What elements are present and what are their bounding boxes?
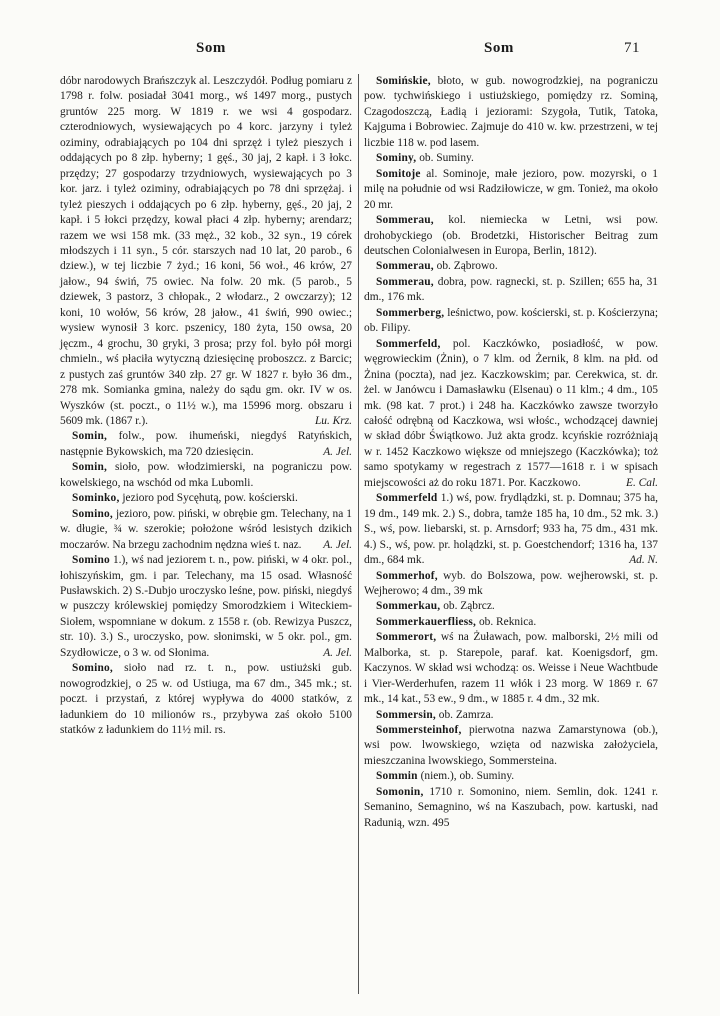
dictionary-entry [364,785,658,831]
entry-author-signature: A. Jel. [323,445,352,458]
entry-headword: Sominko, [72,492,120,505]
dictionary-entry [364,74,658,151]
entry-text: ob. Reknica. [478,615,537,628]
column-divider [358,74,359,994]
dictionary-entry [364,723,658,769]
entry-headword: Somin, [72,461,108,474]
dictionary-entry [364,306,658,337]
dictionary-entry [60,553,352,661]
entry-text: sioło nad rz. t. n., pow. ustiużski gub. nowogrodzkiej, o 25 w. od Ustiuga, ma 67 dm., 345 mk.; st. poczt. i przystań, z której wypływa do 4000 statków, z ładunkiem do 10 milionów rs., przybywa zaś około 5100 statków z ładunkiem do 11½ mil. rs. [60,662,352,737]
dictionary-entry [364,259,658,274]
dictionary-entry [364,337,658,492]
entry-headword: Sommerau, [376,260,434,273]
entry-headword: Somińskie, [376,75,431,87]
entry-text: al. Sominoje, małe jezioro, pow. mozyrski, o 1 milę na południe od wsi Radziłowicze, w gm. Tonież, ma około 20 mr. [364,167,658,211]
entry-headword: Somin, [72,430,108,443]
entry-author-signature: A. Jel. [323,646,352,659]
dictionary-entry [364,769,658,784]
dictionary-entry [364,213,658,259]
entry-text: kol. niemiecka w Letni, wsi pow. drohobyckiego (ob. Brodetzki, Historischer Beitrag zum deutschen Colonialwesen in Europa, Berlin, 1812). [364,214,658,257]
entry-headword: Sommerhof, [376,569,438,582]
dictionary-entry [364,275,658,306]
entry-headword: Somitoje [376,167,421,180]
entry-text: ob. Ząbrowo. [436,260,498,273]
entry-text: wś na Żuławach, pow. malborski, 2½ mili od Malborka, st. p. Starepole, paraf. kat. Koenigsdorf, gm. Kaczynos. W skład wsi wchodzą: os. Weisse i Neue Wachtbude i Vier-Werderhufen, razem 11 włók i 23 morg. W 1869 r. 67 mk., 14 kat., 53 ew., 9 dm., w 1885 r. 4 dm., 32 mk. [364,631,658,706]
entry-headword: Sommersteinhof, [376,724,462,737]
entry-headword: Sommerau, [376,214,434,227]
entry-headword: Sommerkauerfliess, [376,615,477,628]
entry-headword: Somonin, [376,785,424,798]
entry-author-signature: Ad. N. [629,554,658,567]
dictionary-entry [364,569,658,600]
entry-headword: Somino [72,554,110,567]
entry-author-signature: Lu. Krz. [314,414,352,427]
dictionary-entry [60,491,352,506]
entry-text: leśnictwo, pow. kościerski, st. p. Kościerzyna; ob. Filipy. [364,306,658,335]
dictionary-entry [364,167,658,213]
entry-author-signature: A. Jel. [323,538,352,551]
dictionary-entry [364,599,658,614]
entry-text: dobra, pow. ragnecki, st. p. Szillen; 655 ha, 31 dm., 176 mk. [364,275,658,304]
dictionary-entry [60,661,352,738]
entry-headword: Somino, [72,662,113,675]
entry-headword: Sommerfeld, [376,337,441,350]
entry-text: błoto, w gub. nowogrodzkiej, na pograniczu pow. tychwińskiego i ustiużskiego, pomiędzy rz. Sominą, Czagodoszczą, Ładią i jeziorami: Szygoła, Tutik, Tatoka, Kajguma i Bobrowiec. Zajmuje do 410 w. kw. przestrzeni, w tej liczbie 118 w. pod lasem. [364,75,658,149]
entry-text: jezioro pod Sycęhutą, pow. kościerski. [122,492,298,505]
running-head-left: Som [196,40,226,56]
dictionary-entry [364,151,658,166]
entry-headword: Sommin [376,770,418,783]
left-column [60,74,352,738]
dictionary-entry [364,630,658,707]
entry-text: ob. Ząbrcz. [443,600,495,613]
dictionary-entry [60,460,352,491]
entry-headword: Sommerau, [376,275,434,288]
entry-text: 1.), wś nad jeziorem t. n., pow. piński, w 4 okr. pol., łohiszyńskim, gm. i par. Telechany, ma 15 osad. Własność Pusławskich. 2) S.-Dubjo uroczysko leśne, pow. piński, niegdyś w puszczy królewskiej pomiędzy Smorodzkiem i Witeckiem-Siołem, wspomniane w dokum. z 1558 r. (ob. Rewizya Puszcz, str. 10). 3.) S., uroczysko, pow. słonimski, w 5 okr. pol., gm. Szydłowicze, o 3 w. od Słonima. [60,554,352,659]
entry-text: ob. Zamrza. [438,708,494,721]
entry-text: (niem.), ob. Suminy. [420,770,515,783]
right-column [364,74,658,831]
entry-text: pierwotna nazwa Zamarstynowa (ob.), wsi pow. lwowskiego, wzięta od nazwiska założyciela, mieszczanina lwowskiego, Sommersteina. [364,724,658,767]
entry-headword: Somino, [72,507,113,520]
page-header [0,40,720,60]
entry-text: wyb. do Bolszowa, pow. wejherowski, st. p. Wejherowo; 4 dm., 39 mk [364,569,658,597]
page-number: 71 [624,40,640,56]
entry-headword: Sommerfeld [376,492,438,505]
entry-headword: Sommerberg, [376,306,445,319]
entry-text: dóbr narodowych Brańszczyk al. Leszczydół. Podług pomiaru z 1798 r. folw. posiadał 3041 morg., wś 1497 morg., pustych gruntów 225 morg. W 1819 r. we wsi 4 gospodarz. czterodniowych, wysiewających po 4 korc. jarzyny i tyleż oziminy, odrabiających po 104 dni sprzęż i tyleż pieszych i oddających po 8 złp. hyberny; 1 gęś., 30 jaj, 2 kapł. i 3 łokc. przędzy; 27 gospodarzy trzydniowych, wysiewających po 3 kor. jarz. i tyleż oziminy, odrabiających po 78 dni sprzężaj. i tyleż pieszych i oddających po 6 złp. hyberny, gęś., 20 jaj, 2 kapł. i 5 łokci przędzy, kowal płaci 4 złp. hyberny; arendarz; razem we wsi 158 mk. (33 męż., 32 kob., 32 syn., 19 córek młodszych i 11 syn., 5 cór. starszych nad 10 lat, 20 parob., 6 dziew.), w tej liczbie 7 żyd.; 16 koni, 56 woł., 46 krów, 27 jałow., 94 świń, 75 owiec. Na folw. 20 mk. (5 parob., 5 dziewek, 3 pastorz, 3 chłopak., 2 włodarz., 2 owczarzy); 12 koni, 10 wołów, 56 krów, 28 jałow., 41 świń, 990 owiec.; wysiew wynosił 3 korc. pszenicy, 180 żyta, 150 owsa, 20 jęczm., 4 grochu, 30 gryki, 3 prosa; przy fol. było pół morgi chmieln., wś płaciła wytyczną dziesięcinę proboszcz. z Barcic; z pustych zaś gruntów 340 złp. 27 gr. W 1827 r. było 36 dm., 278 mk. Somianka gmina, należy do sądu gm. okr. IV w os. Wyszków (st. poczt., o 11½ w.), ma 15996 morg. obszaru i 5609 mk. (1867 r.). [60,75,352,427]
entry-text: pol. Kaczkówko, posiadłość, w pow. węgrowieckim (Żnin), o 7 klm. od Żernik, 8 klm. na płd. od Żnina (poczta), nad jez. Kaczkowskim; par. Cerekwica, st. dr. żel. w Janówcu i Damasławku (Elsenau) o 11 klm.; 4 dm., 105 mk. (98 kat. 7 prot.) i 248 ha. Kaczkówko zawsze tworzyło całość odrębną od Kaczkowa, wsi włośc., wchodzącej dawniej w skład dóbr Świątkowo. Już akta grodz. kcyńskie rozróżniają w r. 1452 Kaczkowo większe od mniejszego (Kaczkówka); toż samo spotykamy w regestrach z 1577—1618 r. i w spisach miejscowości aż do roku 1871. Por. Kaczkowo. [364,337,658,489]
running-head-right: Som [484,40,514,56]
entry-headword: Sommerort, [376,631,437,644]
entry-text: ob. Suminy. [419,152,474,165]
entry-headword: Sommerkau, [376,600,441,613]
entry-text: 1.) wś, pow. frydlądzki, st. p. Domnau; 375 ha, 19 dm., 149 mk. 2.) S., dobra, tamże 185 ha, 10 dm., 52 mk. 3.) S., wś, pow. liebarski, st. p. Arnsdorf; 933 ha, 75 dm., 431 mk. 4.) S., wś, pow. pr. holądzki, st. p. Goestchendorf; 1316 ha, 137 dm., 684 mk. [364,492,658,567]
entry-headword: Sommersin, [376,708,436,721]
dictionary-entry [364,491,658,568]
dictionary-entry [60,507,352,553]
dictionary-entry [364,708,658,723]
entry-text: 1710 r. Somonino, niem. Semlin, dok. 1241 r. Semanino, Semagnino, wś na Kaszubach, pow. kartuski, nad Radunią, wzn. 495 [364,785,658,829]
entry-text: sioło, pow. włodzimierski, na pograniczu pow. kowelskiego, na wschód od mka Lubomli. [60,461,352,489]
entry-text: folw., pow. ihumeński, niegdyś Ratyńskich, następnie Bykowskich, ma 720 dziesięcin. [60,430,352,458]
dictionary-entry [60,429,352,460]
entry-text: jezioro, pow. piński, w obrębie gm. Telechany, na 1 w. długie, ¾ w. szerokie; położone wśród lesistych dzikich moczarów. Na brzegu zachodnim nędzna wieś t. naz. [60,507,352,551]
entry-headword: Sominy, [376,152,417,165]
dictionary-entry [364,615,658,630]
entry-author-signature: E. Cal. [626,476,658,489]
dictionary-entry [60,74,352,429]
